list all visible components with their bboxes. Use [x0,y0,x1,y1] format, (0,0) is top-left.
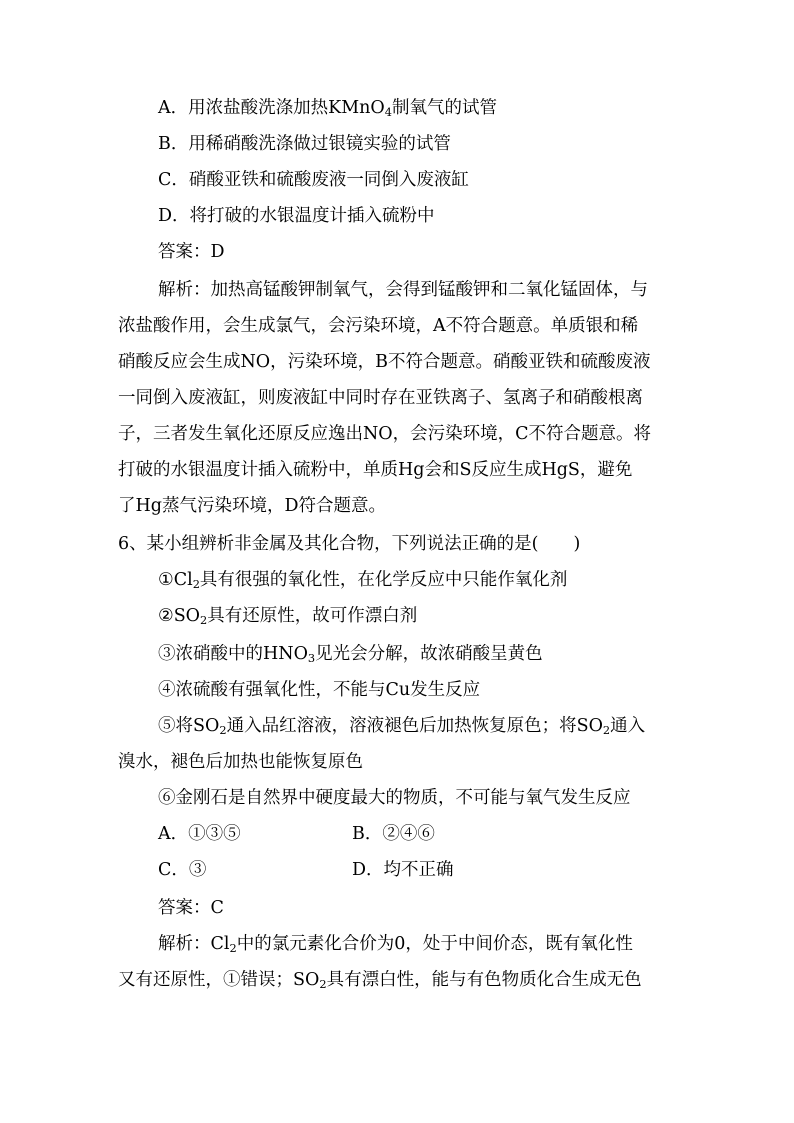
analysis-line: 浓盐酸作用，会生成氯气，会污染环境，A不符合题意。单质银和稀 [118,316,639,336]
option-a: A．用浓盐酸洗涤加热KMnO$_4$制氧气的试管 [158,98,497,119]
statement-2: $②SO_2$具有还原性，故可作漂白剂 [158,606,418,627]
statement-5-continued: 溴水，褪色后加热也能恢复原色 [118,752,363,772]
analysis-line: 一同倒入废液缸，则废液缸中同时存在亚铁离子、氢离子和硝酸根离 [118,388,643,408]
analysis-line: 硝酸反应会生成NO，污染环境，B不符合题意。硝酸亚铁和硫酸废液 [118,352,651,372]
analysis-line: 又有还原性，①错误；$SO_2$具有漂白性，能与有色物质化合生成无色 [118,970,642,991]
option-d: D．均不正确 [352,860,454,880]
option-b: B．用稀硝酸洗涤做过银镜实验的试管 [158,134,451,154]
option-d: D．将打破的水银温度计插入硫粉中 [158,206,435,226]
options-row-2 [158,858,718,882]
statement-3: ③浓硝酸中的$HNO_3$见光会分解，故浓硝酸呈黄色 [158,644,543,665]
options-row-1 [158,822,718,846]
option-c: C．硝酸亚铁和硫酸废液一同倒入废液缸 [158,170,469,190]
option-b: B．②④⑥ [352,824,435,844]
analysis-line: 子，三者发生氧化还原反应逸出NO，会污染环境，C不符合题意。将 [118,424,652,444]
statement-4: ④浓硫酸有强氧化性，不能与Cu发生反应 [158,680,481,700]
analysis-line: 解析：加热高锰酸钾制氧气，会得到锰酸钾和二氧化锰固体，与 [158,280,648,300]
option-c: C．③ [158,860,207,880]
statement-1: $①Cl_2$具有很强的氧化性，在化学反应中只能作氧化剂 [158,570,568,591]
answer: 答案：D [158,242,225,262]
analysis-line: 打破的水银温度计插入硫粉中，单质Hg会和S反应生成HgS，避免 [118,460,633,480]
analysis-line: 了Hg蒸气污染环境，D符合题意。 [118,496,386,516]
statement-6: ⑥金刚石是自然界中硬度最大的物质，不可能与氧气发生反应 [158,788,631,808]
question-stem: 6、某小组辨析非金属及其化合物，下列说法正确的是( ) [118,534,581,554]
statement-5: ⑤将$SO_2$通入品红溶液，溶液褪色后加热恢复原色；将$SO_2$通入 [158,716,646,737]
answer: 答案：C [158,898,224,918]
analysis-line: 解析：$Cl_2$中的氯元素化合价为0，处于中间价态，既有氧化性 [158,934,633,955]
option-a: A．①③⑤ [158,824,241,844]
